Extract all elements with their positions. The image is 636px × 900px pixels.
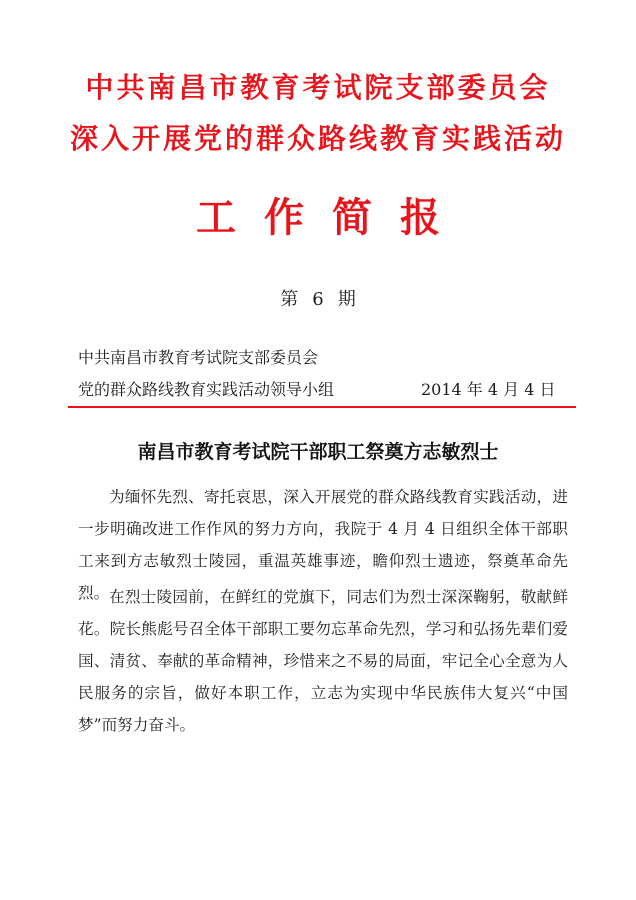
campaign-title: 深入开展党的群众路线教育实践活动: [69, 122, 566, 155]
sender-org: 中共南昌市教育考试院支部委员会: [78, 348, 319, 367]
issue-prefix: 第: [280, 289, 299, 310]
issue-number: 6: [312, 289, 324, 310]
issue-number-line: [0, 285, 636, 311]
issue-date: 2014 年 4 月 4 日: [421, 380, 556, 399]
article-title: 南昌市教育考试院干部职工祭奠方志敏烈士: [137, 441, 499, 463]
bulletin-title: 工作简报: [196, 194, 468, 241]
issue-suffix: 期: [337, 289, 356, 310]
sender-group: 党的群众路线教育实践活动领导小组: [78, 380, 335, 399]
org-title: 中共南昌市教育考试院支部委员会: [85, 71, 551, 104]
header-divider: [68, 406, 576, 408]
article-paragraph: 为缅怀先烈、寄托哀思，深入开展党的群众路线教育实践活动，进一步明确改进工作作风的努力方向，我院于 4 月 4 日组织全体干部职工来到方志敏烈士陵园，重温英雄事迹，瞻仰烈士遗迹，祭奠革命先烈。: [78, 488, 568, 602]
article-paragraph: 在烈士陵园前，在鲜红的党旗下，同志们为烈士深深鞠躬，敬献鲜花。院长熊彪号召全体干部职工要勿忘革命先烈，学习和弘扬先辈们爱国、清贫、奉献的革命精神，珍惜来之不易的局面，牢记全心全意为人民服务的宗旨，做好本职工作，立志为实现中华民族伟大复兴“中国梦”而努力奋斗。: [78, 588, 568, 734]
